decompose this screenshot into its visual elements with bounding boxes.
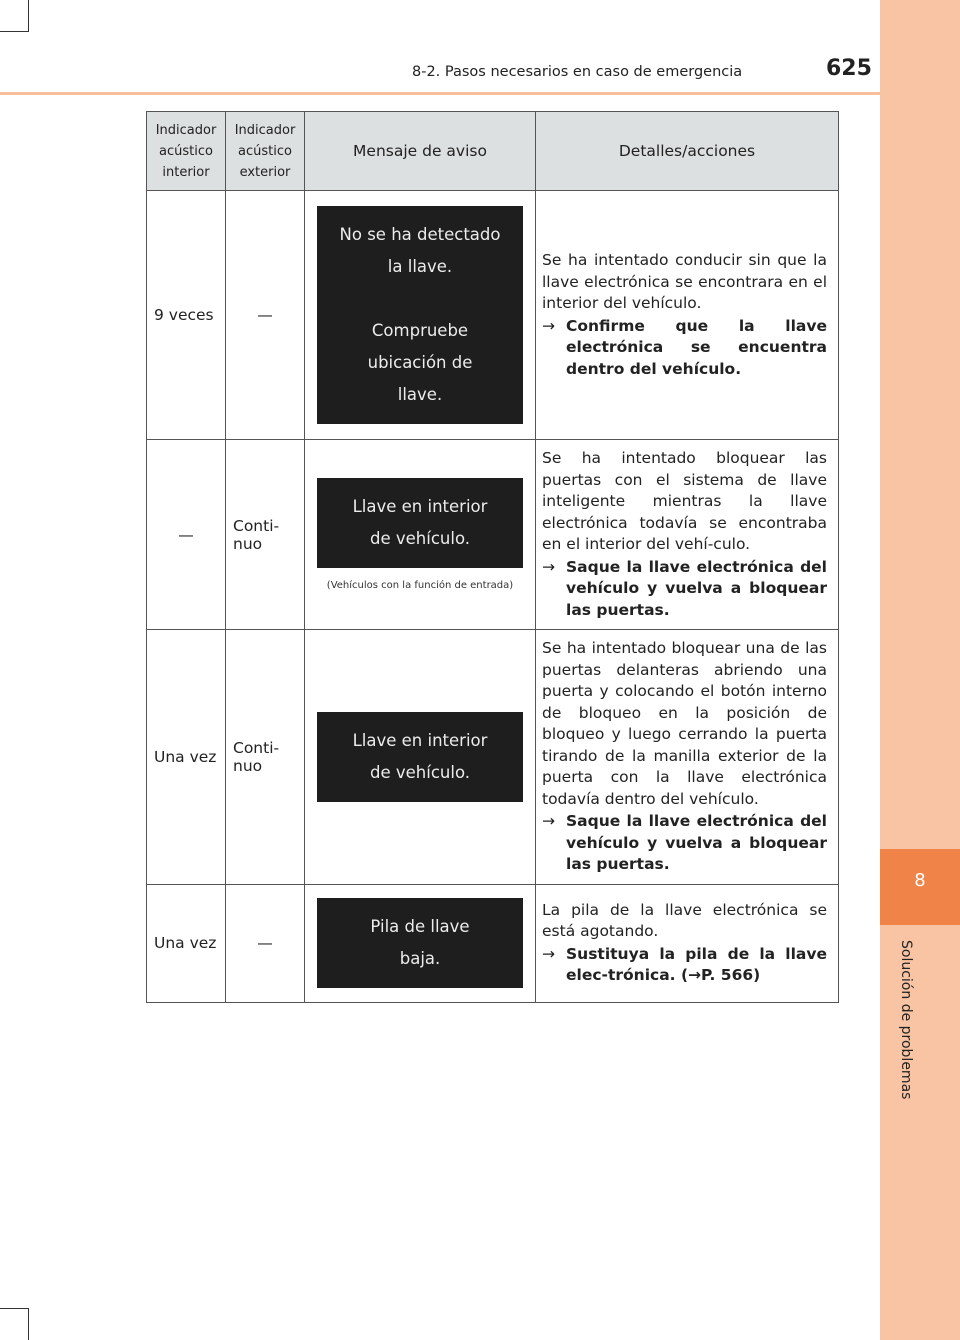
warning-message-cell (305, 440, 536, 630)
warning-table (146, 111, 839, 1003)
page-number: 625 (826, 56, 872, 81)
crop-mark (0, 1308, 29, 1309)
crop-mark (28, 0, 29, 32)
warning-message-cell (305, 630, 536, 885)
header-details-actions: Detalles/acciones (536, 112, 839, 191)
interior-buzzer-cell: Una vez (147, 884, 226, 1002)
section-title: 8-2. Pasos necesarios en caso de emergencia (412, 64, 743, 80)
crop-mark (28, 1308, 29, 1340)
warning-message-cell (305, 884, 536, 1002)
table-row (147, 884, 839, 1002)
warning-message-cell (305, 191, 536, 440)
exterior-buzzer-cell: — (226, 884, 305, 1002)
warning-message-display: Llave en interior de vehículo. (317, 712, 523, 802)
table-row (147, 440, 839, 630)
interior-buzzer-cell: Una vez (147, 630, 226, 885)
exterior-buzzer-cell: Conti-nuo (226, 440, 305, 630)
action-text: Saque la llave electrónica del vehículo y vuelva a bloquear las puertas. (566, 812, 827, 873)
exterior-buzzer-cell: — (226, 191, 305, 440)
header-rule (0, 92, 880, 95)
chapter-side-band (880, 0, 960, 1340)
table-row (147, 630, 839, 885)
details-cell (536, 884, 839, 1002)
arrow-icon: → (542, 557, 555, 576)
interior-buzzer-cell: 9 veces (147, 191, 226, 440)
chapter-label: Solución de problemas (898, 940, 914, 1100)
crop-mark (0, 31, 29, 32)
interior-buzzer-cell: — (147, 440, 226, 630)
detail-text: La pila de la llave electrónica se está agotando. (542, 900, 827, 940)
arrow-icon: → (542, 812, 555, 830)
action-item (542, 557, 827, 622)
arrow-icon: → (542, 944, 555, 963)
table-header-row (147, 112, 839, 191)
action-text: Confirme que la llave electrónica se encuentra dentro del vehículo. (566, 316, 827, 378)
warning-message-display: No se ha detectado la llave. Compruebe ubicación de llave. (317, 206, 523, 424)
action-item (542, 316, 827, 381)
header-interior-buzzer: Indicador acústico interior (147, 112, 226, 191)
exterior-buzzer-cell: Conti-nuo (226, 630, 305, 885)
action-text: Sustituya la pila de la llave elec-trónica. (→P. 566) (566, 944, 827, 984)
chapter-number: 8 (914, 870, 926, 891)
action-item (542, 811, 827, 876)
detail-text: Se ha intentado bloquear una de las puertas delanteras abriendo una puerta y colocando el botón interno de bloqueo en la posición de bloqueo y luego cerrando la puerta tirando de la manilla exterior de la puerta con la llave electrónica todavía dentro del vehículo. (542, 639, 827, 808)
warning-message-display: Llave en interior de vehículo. (317, 478, 523, 568)
detail-text: Se ha intentado conducir sin que la llave electrónica se encontrara en el interior del vehículo. (542, 251, 827, 312)
arrow-icon: → (542, 316, 555, 335)
details-cell (536, 191, 839, 440)
details-cell (536, 440, 839, 630)
warning-message-display: Pila de llave baja. (317, 898, 523, 988)
header-exterior-buzzer: Indicador acústico exterior (226, 112, 305, 191)
action-text: Saque la llave electrónica del vehículo y vuelva a bloquear las puertas. (566, 557, 827, 619)
action-item (542, 944, 827, 987)
header-warning-message: Mensaje de aviso (305, 112, 536, 191)
detail-text: Se ha intentado bloquear las puertas con el sistema de llave inteligente mientras la llave electrónica todavía se encontraba en el interior del vehí-culo. (542, 449, 827, 553)
details-cell (536, 630, 839, 885)
message-note: (Vehículos con la función de entrada) (326, 580, 514, 591)
table-row (147, 191, 839, 440)
